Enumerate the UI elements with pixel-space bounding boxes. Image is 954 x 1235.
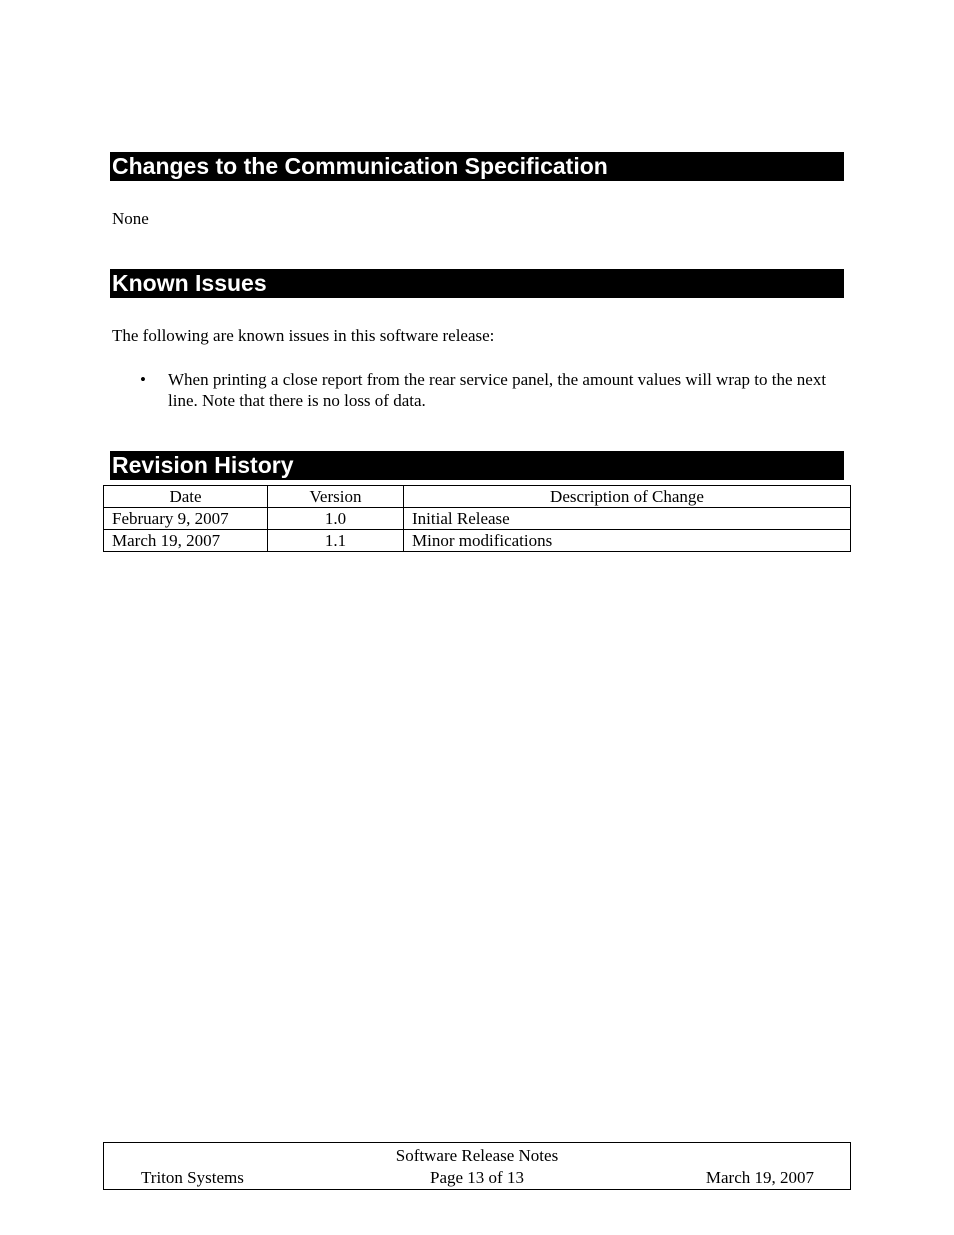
cell-description: Minor modifications (404, 530, 851, 552)
cell-version: 1.0 (268, 508, 404, 530)
bullet-icon: • (140, 370, 146, 389)
revision-history-table (103, 485, 851, 552)
comm-spec-heading: Changes to the Communication Specification (110, 152, 844, 181)
footer-date: March 19, 2007 (705, 1168, 814, 1187)
known-issues-heading: Known Issues (110, 269, 844, 298)
comm-spec-body: None (112, 209, 149, 228)
known-issue-text: When printing a close report from the rear service panel, the amount values will wrap to the next line. Note that there is no loss of data. (168, 370, 827, 410)
table-row (104, 508, 851, 530)
page-footer (103, 1142, 851, 1190)
cell-date: February 9, 2007 (104, 508, 268, 530)
cell-version: 1.1 (268, 530, 404, 552)
column-header-date: Date (104, 486, 268, 508)
cell-date: March 19, 2007 (104, 530, 268, 552)
column-header-description: Description of Change (404, 486, 851, 508)
footer-title: Software Release Notes (395, 1146, 559, 1165)
known-issues-intro: The following are known issues in this software release: (112, 326, 495, 345)
column-header-version: Version (268, 486, 404, 508)
cell-description: Initial Release (404, 508, 851, 530)
footer-page-number: Page 13 of 13 (430, 1168, 524, 1187)
table-header-row (104, 486, 851, 508)
footer-company: Triton Systems (141, 1168, 244, 1187)
table-row (104, 530, 851, 552)
revision-history-heading: Revision History (110, 451, 844, 480)
